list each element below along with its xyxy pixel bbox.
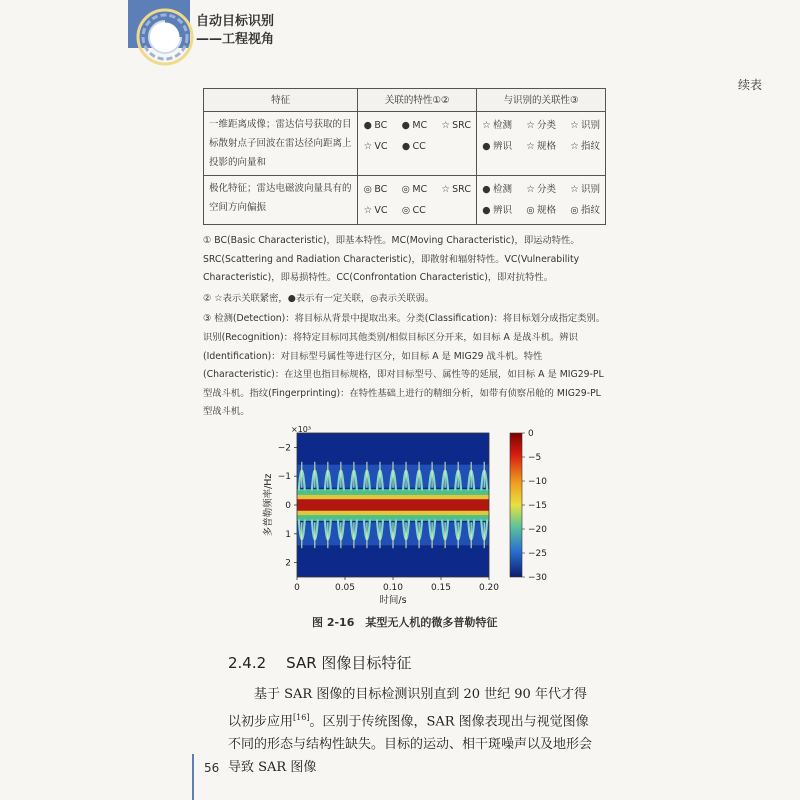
table-row <box>204 176 606 225</box>
feature-description: 一维距离成像；雷达信号获取的目标散射点子回波在雷达径向距离上投影的向量和 <box>204 112 358 176</box>
relevance-symbol: ☆ <box>526 141 535 152</box>
spectrogram-core <box>297 499 489 511</box>
relevance-mark <box>570 115 600 136</box>
x-tick-label: 0.20 <box>478 583 500 593</box>
relevance-mark <box>441 179 471 200</box>
relevance-symbol: ☆ <box>441 120 450 131</box>
x-tick-label: 0 <box>294 583 300 593</box>
section-number: 2.4.2 <box>228 654 267 672</box>
relevance-label: 分类 <box>536 184 556 195</box>
relevance-symbol: ☆ <box>526 184 535 195</box>
relevance-symbol: ☆ <box>363 141 373 152</box>
footer-accent-line <box>192 754 194 800</box>
colorbar-tick-label: −30 <box>528 573 547 583</box>
relevance-symbol: ◎ <box>570 205 579 216</box>
table-header-characteristics: 关联的特性①② <box>358 89 477 112</box>
relevance-mark <box>401 115 427 136</box>
header-circle-logo <box>134 6 196 68</box>
colorbar-tick-label: 0 <box>528 429 534 439</box>
relevance-label: 规格 <box>536 205 556 216</box>
relevance-mark <box>482 115 512 136</box>
continued-label: 续表 <box>738 78 763 92</box>
relevance-label: 检测 <box>492 120 512 131</box>
relevance-symbol: ☆ <box>441 184 450 195</box>
colorbar-tick-label: −25 <box>528 549 547 559</box>
characteristics-cell <box>358 112 477 176</box>
relevance-symbol: ● <box>363 120 372 131</box>
relevance-label: SRC <box>452 120 471 131</box>
section-title: SAR 图像目标特征 <box>286 654 412 672</box>
relevance-label: MC <box>412 184 428 195</box>
relevance-label: SRC <box>452 184 471 195</box>
table-header-recognition: 与识别的关联性③ <box>476 89 605 112</box>
characteristics-cell <box>358 176 477 225</box>
relevance-mark <box>526 136 556 157</box>
spectrogram-band <box>297 495 489 500</box>
relevance-symbol: ☆ <box>526 120 535 131</box>
relevance-mark <box>570 136 600 157</box>
micro-doppler-spectrogram <box>255 425 565 625</box>
relevance-label: MC <box>412 120 428 131</box>
table-note: ① BC(Basic Characteristic)，即基本特性。MC(Moving Characteristic)，即运动特性。SRC(Scattering and Radiation Characteristic)，即散射和辐射特性。VC(Vulnerability Characteristic)，即易损特性。CC(Confrontation Characteristic)，即对抗特性。 <box>203 235 580 284</box>
y-tick-label: 0 <box>285 501 291 511</box>
y-tick-label: −1 <box>277 472 291 483</box>
x-tick-label: 0.05 <box>334 583 356 593</box>
body-text-continued: 。区别于传统图像，SAR 图像表现出与视觉图像不同的形态与结构性缺失。目标的运动、相干斑噪声以及地形会导致 SAR 图像 <box>228 714 593 776</box>
relevance-mark <box>526 200 556 221</box>
y-multiplier: ×10³ <box>291 425 312 434</box>
feature-table <box>203 88 606 225</box>
relevance-mark <box>363 179 387 200</box>
table-header-row <box>204 89 606 112</box>
header-title-line2: ——工程视角 <box>196 32 275 47</box>
relevance-symbol: ☆ <box>570 141 579 152</box>
relevance-mark <box>401 200 425 221</box>
colorbar <box>510 433 522 577</box>
colorbar-tick-label: −20 <box>528 525 547 535</box>
relevance-mark <box>570 179 600 200</box>
relevance-symbol: ● <box>482 141 491 152</box>
relevance-label: CC <box>412 205 426 216</box>
relevance-mark <box>526 179 556 200</box>
table-header-feature: 特征 <box>204 89 358 112</box>
x-tick-label: 0.15 <box>430 583 452 593</box>
relevance-label: BC <box>374 120 388 131</box>
spectrogram-band <box>297 510 489 515</box>
header-title-line1: 自动目标识别 <box>196 14 275 29</box>
relevance-mark <box>482 136 512 157</box>
relevance-label: 识别 <box>580 184 600 195</box>
relevance-mark <box>570 200 600 221</box>
relevance-label: BC <box>374 184 388 195</box>
header-band <box>0 0 800 50</box>
x-axis-label: 时间/s <box>379 595 407 606</box>
relevance-label: 检测 <box>492 184 512 195</box>
y-tick-label: −2 <box>277 443 291 454</box>
relevance-symbol: ● <box>482 205 491 216</box>
figure-caption: 图 2-16 某型无人机的微多普勒特征 <box>312 616 498 629</box>
y-axis-label: 多普勒频率/Hz <box>263 473 274 537</box>
colorbar-tick-label: −10 <box>528 477 547 487</box>
table-note: ② ☆表示关联紧密，●表示有一定关联，◎表示关联弱。 <box>203 292 435 304</box>
relevance-symbol: ● <box>482 184 491 195</box>
table-row <box>204 112 606 176</box>
relevance-symbol: ☆ <box>570 120 579 131</box>
relevance-mark <box>401 179 427 200</box>
relevance-symbol: ◎ <box>363 184 372 195</box>
y-tick-label: 2 <box>285 558 291 569</box>
relevance-label: 规格 <box>536 141 556 152</box>
relevance-mark <box>401 136 425 157</box>
relevance-mark <box>482 200 512 221</box>
relevance-label: 辨识 <box>492 141 512 152</box>
relevance-mark <box>526 115 556 136</box>
relevance-label: VC <box>374 141 388 152</box>
relevance-mark <box>363 200 387 221</box>
relevance-label: 辨识 <box>492 205 512 216</box>
relevance-symbol: ☆ <box>482 120 491 131</box>
relevance-symbol: ◎ <box>401 205 411 216</box>
relevance-mark <box>441 115 471 136</box>
body-text: 基于 SAR 图像的目标检测识别直到 20 世纪 90 年代才得以初步应用 <box>228 687 587 730</box>
colorbar-tick-label: −5 <box>528 453 542 463</box>
relevance-label: 识别 <box>580 120 600 131</box>
relevance-symbol: ● <box>401 120 410 131</box>
y-tick-label: 1 <box>285 529 291 540</box>
body-paragraph <box>228 683 598 779</box>
relevance-symbol: ☆ <box>363 205 373 216</box>
citation-ref: [16] <box>293 713 310 722</box>
relevance-label: 指纹 <box>580 141 600 152</box>
colorbar-tick-label: −15 <box>528 501 547 511</box>
relevance-mark <box>482 179 512 200</box>
relevance-mark <box>363 115 387 136</box>
relevance-symbol: ◎ <box>526 205 535 216</box>
relevance-label: 指纹 <box>580 205 600 216</box>
x-tick-label: 0.10 <box>382 583 404 593</box>
relevance-label: CC <box>412 141 426 152</box>
relevance-symbol: ● <box>401 141 411 152</box>
feature-description: 极化特征；雷达电磁波向量具有的空间方向偏振 <box>204 176 358 225</box>
relevance-mark <box>363 136 387 157</box>
relevance-symbol: ◎ <box>401 184 410 195</box>
recognition-cell <box>476 176 605 225</box>
relevance-symbol: ☆ <box>570 184 579 195</box>
table-note: ③ 检测(Detection)：将目标从背景中提取出来。分类(Classification)：将目标划分成指定类别。识别(Recognition)：将特定目标同其他类别/相似目标区分开来，如目标 A 是战斗机。辨识(Identification)：对目标型号属性等进行区分，如目标 A 是 MIG29 战斗机。特性(Characteristic)：在这里也指目标规格，即对目标型号、属性等的延展，如目标 A 是 MIG29-PL 型战斗机。指纹(Fingerprinting)：在特性基础上进行的精细分析，如带有侦察吊舱的 MIG29-PL 型战斗机。 <box>203 313 606 418</box>
relevance-label: 分类 <box>536 120 556 131</box>
recognition-cell <box>476 112 605 176</box>
page-number: 56 <box>204 761 220 775</box>
table-notes <box>203 232 609 424</box>
section-heading <box>228 652 411 673</box>
relevance-label: VC <box>374 205 388 216</box>
